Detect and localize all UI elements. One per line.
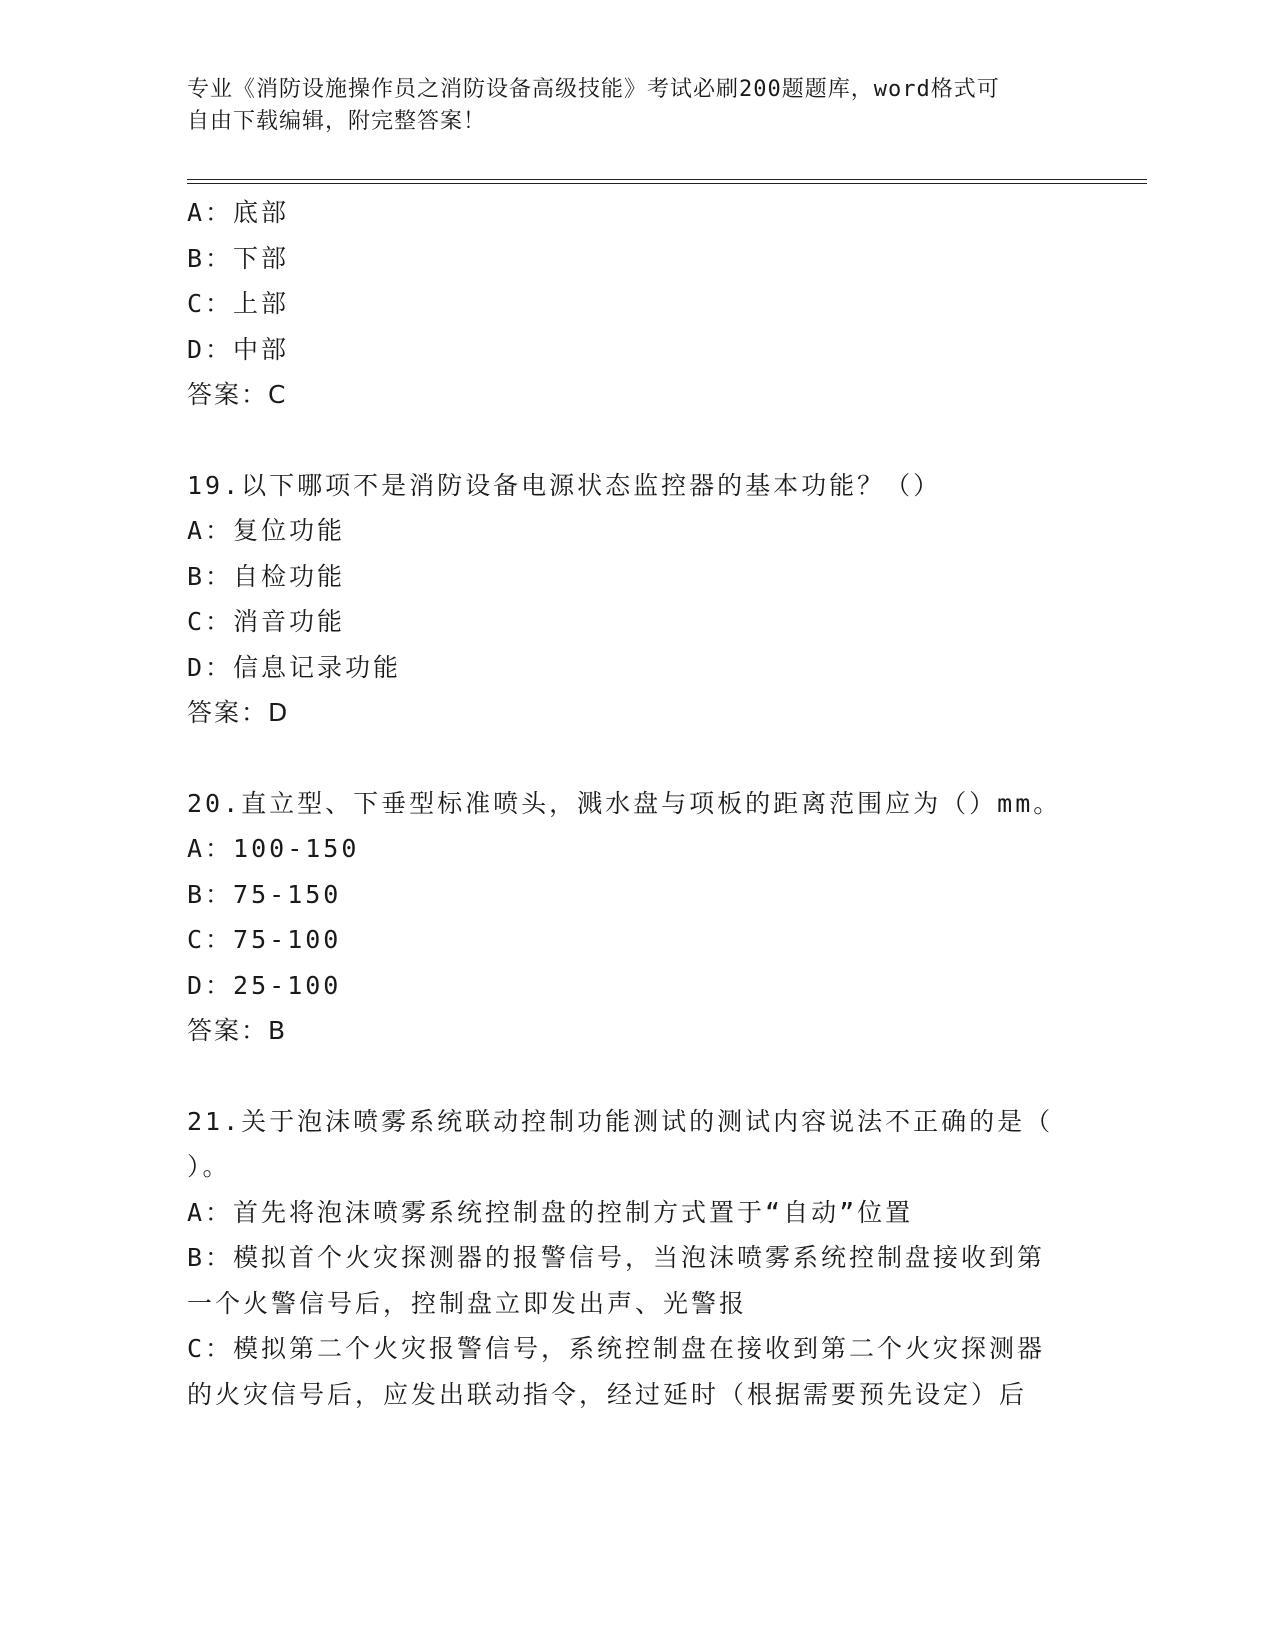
question-text-line-2: ）。 <box>187 1152 231 1181</box>
question-text-line-1: 21.关于泡沫喷雾系统联动控制功能测试的测试内容说法不正确的是（ <box>187 1106 1054 1136</box>
option-d: D：信息记录功能 <box>187 652 402 682</box>
header-rule-top <box>187 179 1147 180</box>
answer-line: 答案：D <box>187 698 290 727</box>
option-d: D：25-100 <box>187 970 342 1000</box>
question-text: 20.直立型、下垂型标准喷头，溅水盘与项板的距离范围应为（）mm。 <box>187 788 1062 818</box>
question-21 <box>187 1099 1067 1418</box>
header-line-1: 专业《消防设施操作员之消防设备高级技能》考试必刷200题题库，word格式可 <box>187 77 1000 102</box>
document-header <box>187 74 1067 138</box>
answer-line: 答案：C <box>187 380 288 409</box>
option-d: D：中部 <box>187 334 290 364</box>
option-c-line-2: 的火灾信号后，应发出联动指令，经过延时（根据需要预先设定）后 <box>187 1379 1028 1409</box>
option-b-line-2: 一个火警信号后，控制盘立即发出声、光警报 <box>187 1288 748 1318</box>
header-rule-bottom <box>187 183 1147 184</box>
question-19 <box>187 463 1067 736</box>
option-b: B：下部 <box>187 243 290 273</box>
option-c: C：75-100 <box>187 925 342 954</box>
option-c: C：消音功能 <box>187 607 346 636</box>
option-a: A：首先将泡沫喷雾系统控制盘的控制方式置于“自动”位置 <box>187 1197 914 1227</box>
option-a: A：底部 <box>187 198 290 227</box>
question-text: 19.以下哪项不是消防设备电源状态监控器的基本功能？（） <box>187 470 942 500</box>
question-18 <box>187 190 1067 418</box>
answer-line: 答案：B <box>187 1016 288 1045</box>
option-c: C：上部 <box>187 289 290 318</box>
option-b: B：自检功能 <box>187 561 346 591</box>
header-line-2: 自由下载编辑，附完整答案！ <box>187 109 487 134</box>
question-20 <box>187 781 1067 1054</box>
option-b-line-1: B：模拟首个火灾探测器的报警信号，当泡沫喷雾系统控制盘接收到第 <box>187 1243 1046 1272</box>
question-list <box>187 190 1067 1417</box>
option-c-line-1: C：模拟第二个火灾报警信号，系统控制盘在接收到第二个火灾探测器 <box>187 1334 1046 1363</box>
option-b: B：75-150 <box>187 879 342 909</box>
option-a: A：复位功能 <box>187 516 346 545</box>
option-a: A：100-150 <box>187 834 360 863</box>
